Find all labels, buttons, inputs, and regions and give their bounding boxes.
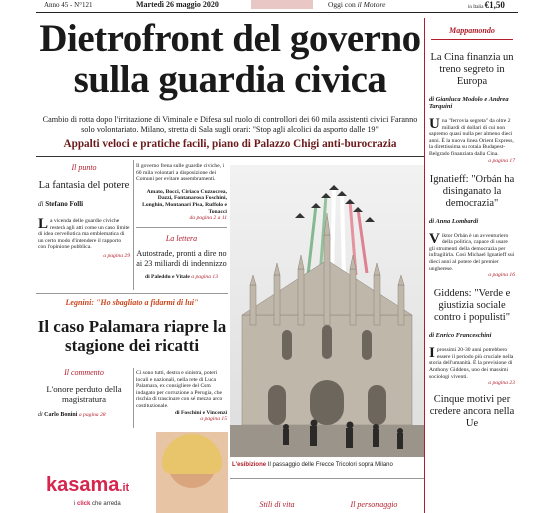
palamara-kicker: Legnini: "Ho sbagliato a fidarmi di lui" — [65, 298, 199, 307]
punto-body: La vicenda delle guardie civiche resterà agli atti come un caso limite di idea cervellotica ma emblematica di un certo modo d'intendere il rapporto con l'opinione pubblica. — [38, 216, 130, 251]
mappamondo-rubric: Mappamondo — [449, 26, 495, 35]
guardie-authors: Amato, Bocci, Ciriaco Cuzzocrea, Dazzi, Fontanarosa Foschini, Longhin, Montanari Pisa, Ruffolo e Tonacci — [142, 188, 227, 215]
palamara-headline[interactable]: Il caso Palamara riapre la stagione dei ricatti — [37, 317, 227, 355]
lettera-title[interactable]: Autostrade, pronti a dire no ai 23 miliardi di indennizzo — [136, 249, 227, 268]
portrait-hair — [162, 434, 222, 474]
orban-title: Ignatieff: "Orbán ha disinganato la democrazia" — [429, 173, 515, 209]
divider — [36, 293, 228, 294]
punto-rubric: Il punto — [71, 163, 97, 172]
lead-subhead: Cambio di rotta dopo l'irritazione di Viminale e Difesa sul ruolo di controllori dei 60 mila assistenti civici Faranno solo volontariato. Milano, stretta di Sala sugli orari: "Stop agli alcolici da asporto dalle 19" — [42, 115, 418, 134]
front-page — [36, 0, 518, 513]
lead-kicker[interactable]: Appalti veloci e pratiche facili, piano di Palazzo Chigi anti-burocrazia — [63, 138, 397, 150]
commento-article[interactable] — [38, 368, 130, 418]
orban-author: di Anna Lombardi — [429, 217, 479, 225]
stili-di-vita-rubric[interactable]: Stili di vita — [259, 500, 295, 509]
price: in Italia €1,50 — [468, 0, 505, 10]
cina-title: La Cina finanzia un treno segreto in Europa — [430, 52, 514, 87]
giddens-body: Iprossimi 20-30 anni potrebbero essere il periodo più cruciale nella storia dell'umanità. È la previsione di Anthony Giddens, uno dei massimi sociologi viventi. — [429, 345, 514, 380]
palamara-text: Ci sono tutti, destra e sinistra, poteri locali e nazionali, nella rete di Luca Palamara, ex consigliere del Csm indagato per corruzione a Perugia, che rischia di trascinare con sé mezzo arco costituzionale. — [136, 370, 223, 409]
orban-ref[interactable]: a pagina 16 — [488, 272, 515, 279]
column-divider — [133, 160, 134, 290]
supplement-note: Oggi con il Motore — [328, 0, 386, 9]
giddens-article[interactable] — [425, 288, 519, 386]
punto-article[interactable] — [38, 163, 130, 259]
commento-title: L'onore perduto della magistratura — [46, 384, 122, 404]
cina-ref[interactable]: a pagina 17 — [488, 157, 515, 164]
punto-ref[interactable]: a pagina 29 — [103, 252, 130, 259]
giddens-author: di Enrico Franceschini — [429, 332, 492, 340]
palamara-article[interactable] — [36, 298, 228, 355]
palamara-body — [136, 370, 227, 422]
masthead — [36, 0, 518, 13]
orban-article[interactable] — [425, 174, 519, 279]
masthead-logo-strip — [251, 0, 313, 9]
divider — [136, 227, 227, 228]
ad-brand: kasama.it — [46, 474, 130, 496]
guardie-ref[interactable]: da pagina 2 a 11 — [189, 215, 227, 222]
guardie-body: Il governo frena sulle guardie civiche, i 60 mila volontari a disposizione dei Comuni per evitare assembramenti. — [136, 163, 225, 183]
kasama-advertisement[interactable] — [36, 432, 228, 513]
divider — [230, 478, 424, 479]
divider — [431, 39, 513, 40]
issue-number: Anno 45 - N°121 — [44, 1, 93, 9]
milano-duomo-photo[interactable] — [230, 165, 424, 475]
commento-credit: di Carlo Bonini a pagina 28 — [38, 412, 106, 418]
column-divider — [133, 368, 134, 428]
ad-portrait — [156, 432, 228, 513]
divider — [36, 156, 424, 157]
issue-date: Martedì 26 maggio 2020 — [136, 0, 219, 9]
mappamondo-column — [424, 18, 519, 513]
ad-tagline: i click che arreda — [74, 501, 121, 507]
cina-article[interactable] — [425, 52, 519, 164]
punto-title: La fantasia del potere — [38, 180, 130, 191]
palamara-ref[interactable]: a pagina 15 — [200, 416, 227, 423]
commento-rubric: Il commento — [64, 368, 104, 377]
palamara-authors: di Foschini e Vincenzi — [174, 409, 227, 416]
giddens-ref[interactable]: a pagina 23 — [488, 380, 515, 387]
lead-headline-line2: sulla guardia civica — [73, 58, 387, 101]
lead-headline-line1: Dietrofront del governo — [39, 17, 421, 60]
personaggio-rubric[interactable]: Il personaggio — [350, 500, 398, 509]
lead-headline[interactable] — [36, 18, 424, 100]
guardie-article[interactable] — [136, 163, 227, 281]
orban-body: Viktor Orbán è un avventuriero della politica, capace di usare gli strumenti della democrazia per infragilirla. Così Michael Ignatieff sui dieci anni al potere del premier ungherese. — [429, 230, 515, 272]
lettera-rubric: La lettera — [165, 234, 198, 244]
cina-body: Una "ferrovia segreta" da oltre 2 miliardi di dollari di cui non sapremo quasi nulla per almeno dieci anni. È la nuova linea Orient Express, la direttissima su rotaia Budapest-Belgrado finanziata dalla Cina. — [429, 116, 514, 157]
ue-title[interactable]: Cinque motivi per credere ancora nella Ue — [429, 394, 515, 430]
lettera-credit: di Paleddu e Vitale a pagina 13 — [144, 274, 219, 281]
photo-caption: L'esibizione Il passaggio delle Frecce Tricolori sopra Milano — [232, 462, 393, 468]
giddens-title: Giddens: "Verde e giustizia sociale contro i populisti" — [433, 288, 511, 324]
cina-author: di Gianluca Modolo e Andrea Tarquini — [429, 96, 509, 110]
duomo-illustration — [230, 165, 424, 475]
punto-author: di Stefano Folli — [38, 200, 84, 208]
